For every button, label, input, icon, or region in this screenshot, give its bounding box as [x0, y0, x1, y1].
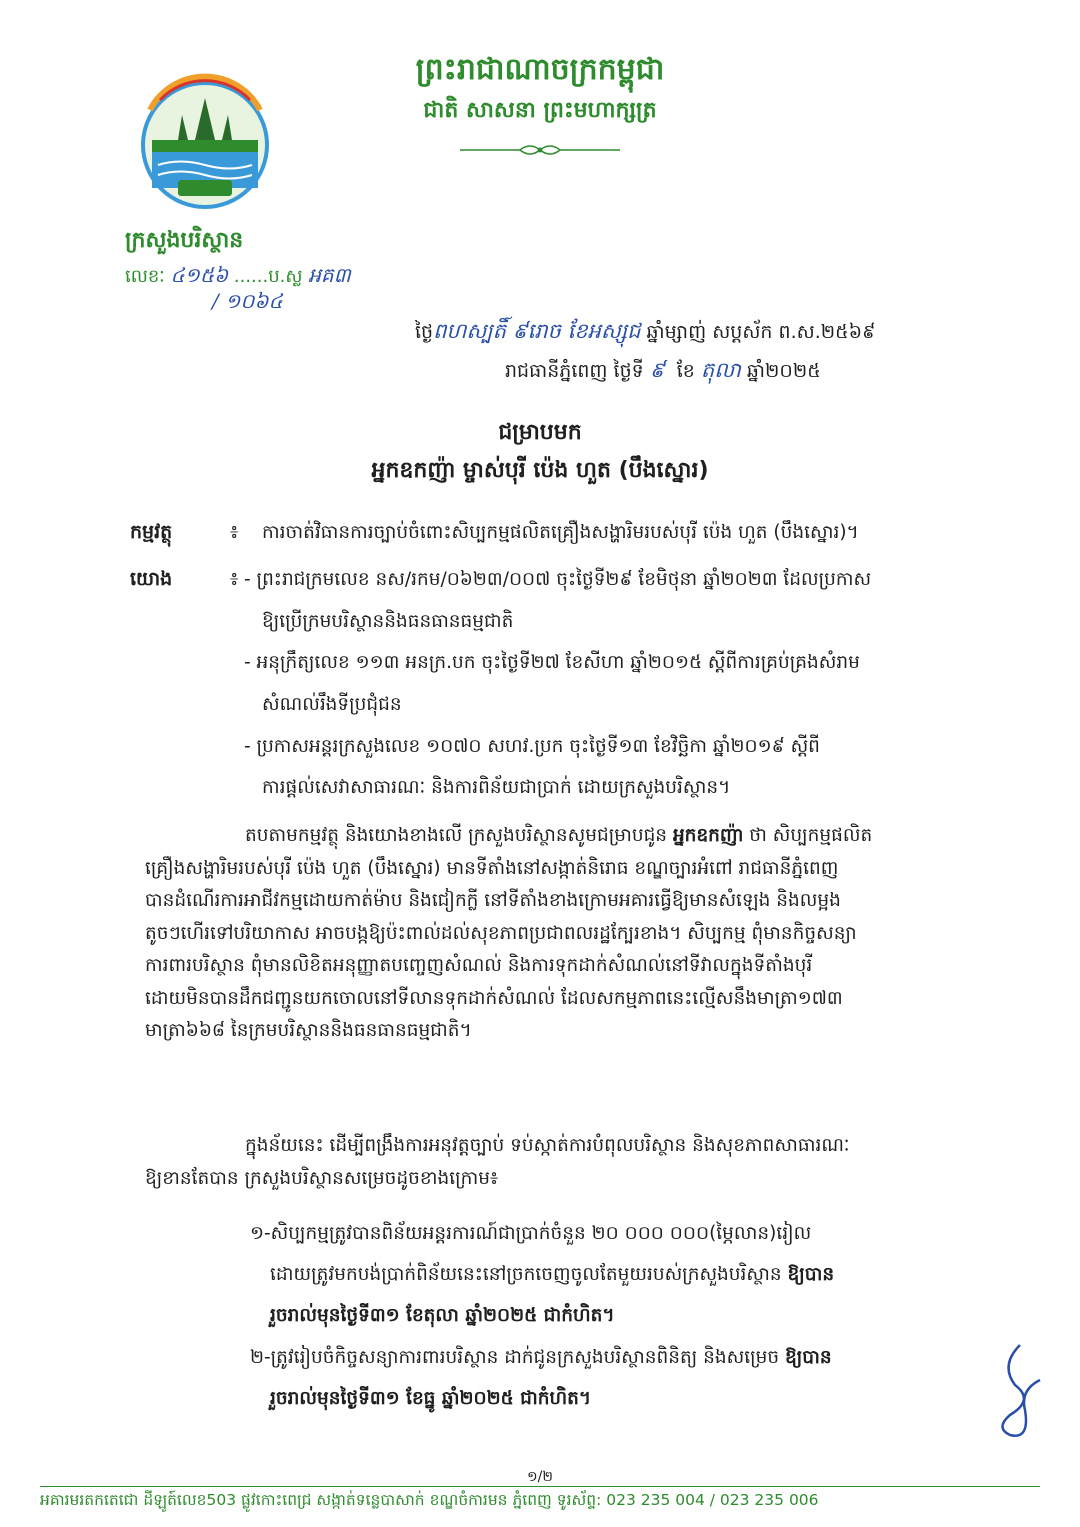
body1-line-1a: តបតាមកម្មវត្ថុ និងយោងខាងលើ ក្រសួងបរិស្ថានសូមជម្រាបជូន	[245, 825, 673, 846]
body-paragraph-1	[145, 820, 985, 1048]
month-prefix: ខែ	[676, 360, 695, 382]
signature-initial-icon	[980, 1340, 1050, 1450]
subject-colon: ៖	[230, 521, 239, 543]
decision-1-line-3: រួចរាល់មុនថ្ងៃទី៣១ ខែតុលា ឆ្នាំ២០២៥ ជាកំហិត។	[270, 1305, 615, 1326]
salutation-respect: ជម្រាបមក	[498, 420, 582, 445]
decision-2-line-1	[250, 1346, 832, 1373]
reference-label: យោង	[130, 568, 173, 590]
ref-year-handwritten: / ១០៦៤	[212, 289, 283, 313]
footer-address: អគារមរតកតេជោ ដីឡូត៍លេខ503 ផ្លូវកោះពេជ្រ សង្កាត់ទន្លេបាសាក់ ខណ្ឌចំការមន ភ្នំពេញ ទូរស័ព្ទ: 023 235 004 / 023 235 006	[40, 1491, 819, 1509]
ref-prefix: លេខៈ	[125, 266, 165, 287]
ref-stamp-handwritten: អគ៣	[308, 263, 351, 287]
ref-number-handwritten: ៤១៥៦	[170, 263, 229, 287]
subject-text: ការចាត់វិធានការច្បាប់ចំពោះសិប្បកម្មផលិតគ្រឿងសង្ហារិមរបស់បុរី ប៉េង ហួត (បឹងស្នោរ)។	[262, 522, 859, 543]
decision-2-line-1a: ២-ត្រូវរៀបចំកិច្ចសន្យាការពារបរិស្ថាន ដាក់ជូនក្រសួងបរិស្ថានពិនិត្យ និងសម្រេច	[250, 1347, 785, 1368]
kingdom-title: ព្រះរាជាណាចក្រកម្ពុជា	[415, 52, 665, 87]
lunar-prefix: ថ្ងៃ	[415, 321, 434, 343]
body2-line-2: ឱ្យខានតែបាន ក្រសួងបរិស្ថានសម្រេចដូចខាងក្រោម៖	[145, 1167, 499, 1189]
day-handwritten: ៩	[649, 358, 665, 382]
body1-line-6: ដោយមិនបានដឹកជញ្ជូនយកចោលនៅទីលានទុកដាក់សំណល់ ដែលសកម្មភាពនេះល្មើសនឹងមាត្រា១៧៣	[145, 987, 843, 1009]
reference-item-3-line-1: - ប្រកាសអន្តរក្រសួងលេខ ១០៧០ សហវ.ប្រក ចុះថ្ងៃទី១៣ ខែវិច្ឆិកា ឆ្នាំ២០១៩ ស្តីពី	[244, 736, 820, 757]
place-prefix: រាជធានីភ្នំពេញ ថ្ងៃទី	[505, 360, 644, 382]
ref-suffix: ......ប.ស្ល	[233, 266, 303, 287]
ministry-logo-icon	[130, 70, 280, 220]
body1-line-3: បានដំណើរការអាជីវកម្មដោយកាត់ម៉ាប និងជៀកក្លី នៅទីតាំងខាងក្រោមអគារធ្វើឱ្យមានសំឡេង និងលម្អង	[145, 890, 841, 911]
lunar-date	[415, 318, 876, 349]
decision-1-line-2a: ដោយត្រូវមកបង់ប្រាក់ពិន័យនេះនៅច្រកចេញចូលតែមួយរបស់ក្រសួងបរិស្ថាន	[270, 1264, 788, 1285]
body1-line-2: គ្រឿងសង្ហារិមរបស់បុរី ប៉េង ហួត (បឹងស្នោរ) មានទីតាំងនៅសង្កាត់និរោធ ខណ្ឌច្បារអំពៅ រាជធានីភ្នំពេញ	[145, 857, 839, 879]
ministry-name: ក្រសួងបរិស្ថាន	[125, 228, 244, 253]
body1-recipient-bold: អ្នកឧកញ៉ា	[672, 825, 744, 846]
body1-line-1	[145, 820, 985, 853]
decision-2-line-2: រួចរាល់មុនថ្ងៃទី៣១ ខែធ្នូ ឆ្នាំ២០២៥ ជាកំហិត។	[270, 1388, 592, 1409]
reference-colon: ៖	[230, 568, 239, 590]
body2-line-1: ក្នុងន័យនេះ ដើម្បីពង្រឹងការអនុវត្តច្បាប់ ទប់ស្កាត់ការបំពុលបរិស្ថាន និងសុខភាពសាធារណៈ	[245, 1135, 850, 1156]
body1-line-5: ការពារបរិស្ថាន ពុំមានលិខិតអនុញ្ញាតបញ្ចេញសំណល់ និងការទុកដាក់សំណល់នៅទីវាលក្នុងទីតាំងបុរី	[145, 955, 813, 976]
body-paragraph-2	[145, 1130, 985, 1195]
decision-1-deadline-bold: ឱ្យបាន	[787, 1264, 835, 1285]
reference-item-3-line-2: ការផ្តល់សេវាសាធារណៈ និងការពិន័យជាប្រាក់ ដោយក្រសួងបរិស្ថាន។	[262, 777, 731, 798]
body1-line-4: តូចៗហើរទៅបរិយាកាស អាចបង្កឱ្យប៉ះពាល់ដល់សុខភាពប្រជាពលរដ្ឋក្បែរខាង។ សិប្បកម្ម ពុំមានកិច្ចសន្យា	[145, 922, 857, 944]
decision-1-line-2	[270, 1263, 834, 1290]
subject-label: កម្មវត្ថុ	[130, 521, 173, 543]
page-number: ១/២	[527, 1469, 553, 1485]
body1-line-7: មាត្រា៦៦៨ នៃក្រមបរិស្ថាននិងធនធានធម្មជាតិ។	[145, 1020, 472, 1041]
year-text: ឆ្នាំ២០២៥	[746, 360, 821, 382]
footer-divider	[40, 1486, 1040, 1487]
lunar-suffix: ឆ្នាំម្សាញ់ សប្តស័ក ព.ស.២៥៦៩	[646, 321, 876, 343]
national-motto: ជាតិ សាសនា ព្រះមហាក្សត្រ	[423, 98, 657, 123]
lunar-handwritten: ពហស្បតិ៍ ៩រោច ខែអស្សុជ	[433, 319, 641, 343]
reference-item-1-line-1: - ព្រះរាជក្រមលេខ នស/រកម/០៦២៣/០០៧ ចុះថ្ងៃទី២៩ ខែមិថុនា ឆ្នាំ២០២៣ ដែលប្រកាស	[244, 569, 872, 590]
body1-line-1c: ថា សិប្បកម្មផលិត	[743, 825, 873, 846]
solar-date	[505, 357, 821, 388]
ornament-divider-icon	[460, 140, 620, 160]
decision-2-deadline-bold: ឱ្យបាន	[784, 1347, 832, 1368]
decision-1-line-1: ១-សិប្បកម្មត្រូវបានពិន័យអន្តរការណ៍ជាប្រាក់ចំនួន ២០ ០០០ ០០០(ម្ភៃលាន)រៀល	[250, 1223, 812, 1244]
salutation-recipient: អ្នកឧកញ៉ា ម្ចាស់បុរី ប៉េង ហួត (បឹងស្នោរ)	[371, 458, 709, 483]
month-handwritten: តុលា	[700, 358, 741, 382]
reference-item-1-line-2: ឱ្យប្រើក្រមបរិស្ថាននិងធនធានធម្មជាតិ	[262, 611, 514, 632]
reference-item-2-line-1: - អនុក្រឹត្យលេខ ១១៣ អនក្រ.បក ចុះថ្ងៃទី២៧ ខែសីហា ឆ្នាំ២០១៥ ស្តីពីការគ្រប់គ្រងសំរាម	[244, 652, 860, 673]
reference-item-2-line-2: សំណល់រឹងទីប្រជុំជន	[262, 694, 402, 715]
